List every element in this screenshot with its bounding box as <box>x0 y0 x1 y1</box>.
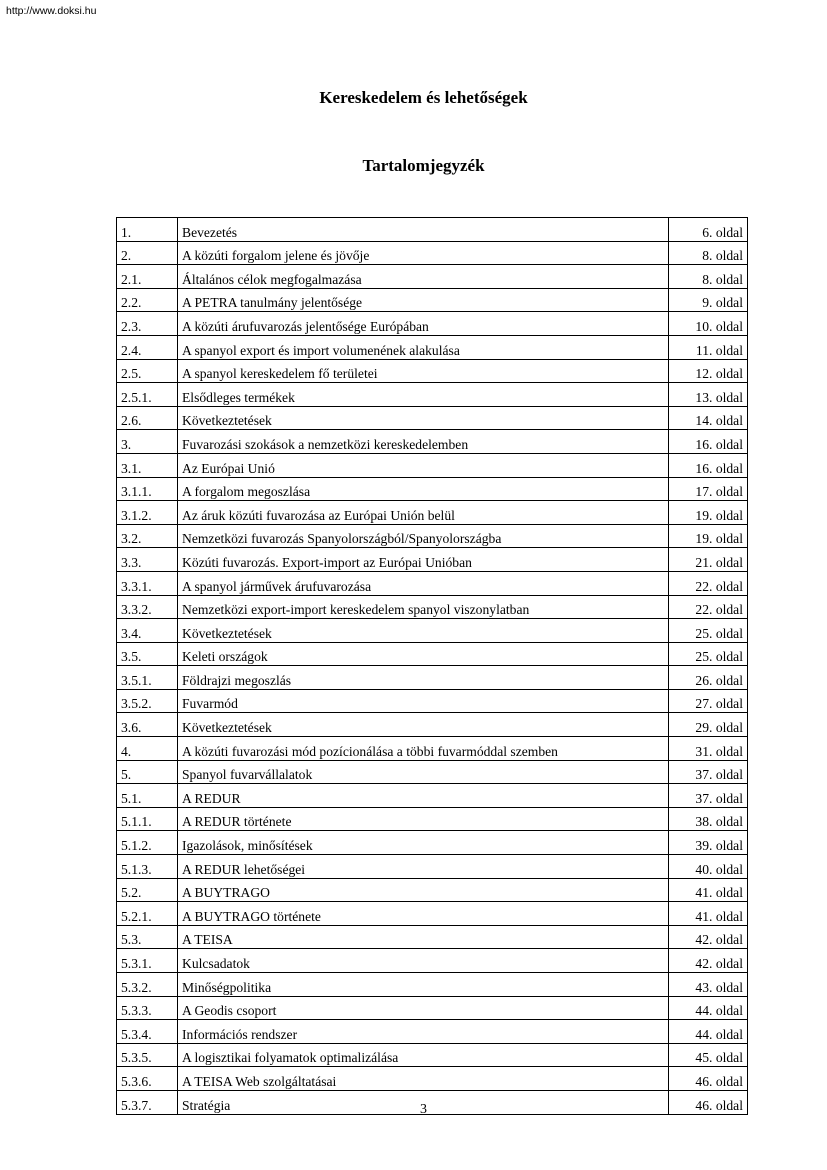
toc-section-title: Stratégia <box>178 1090 669 1114</box>
toc-section-number: 5.3.5. <box>117 1043 178 1067</box>
toc-section-number: 2.2. <box>117 288 178 312</box>
toc-section-number: 5.3. <box>117 925 178 949</box>
toc-section-title: Nemzetközi export-import kereskedelem spanyol viszonylatban <box>178 595 669 619</box>
toc-section-title: Minőségpolitika <box>178 973 669 997</box>
toc-page-ref: 42. oldal <box>669 925 748 949</box>
toc-page-ref: 10. oldal <box>669 312 748 336</box>
toc-section-title: Földrajzi megoszlás <box>178 666 669 690</box>
toc-page-ref: 38. oldal <box>669 807 748 831</box>
toc-heading: Tartalomjegyzék <box>362 156 485 175</box>
toc-section-number: 5.1.1. <box>117 807 178 831</box>
toc-section-title: Kulcsadatok <box>178 949 669 973</box>
table-of-contents <box>116 217 748 1115</box>
toc-page-ref: 8. oldal <box>669 241 748 265</box>
toc-row <box>117 524 748 548</box>
toc-section-number: 3.5.2. <box>117 689 178 713</box>
toc-section-number: 3.3.2. <box>117 595 178 619</box>
source-url: http://www.doksi.hu <box>6 5 97 17</box>
toc-section-title: A BUYTRAGO története <box>178 902 669 926</box>
toc-page-ref: 25. oldal <box>669 619 748 643</box>
toc-section-number: 3.3. <box>117 548 178 572</box>
toc-row <box>117 288 748 312</box>
toc-section-title: Következtetések <box>178 619 669 643</box>
toc-page-ref: 9. oldal <box>669 288 748 312</box>
toc-section-title: A REDUR története <box>178 807 669 831</box>
toc-section-number: 5.2.1. <box>117 902 178 926</box>
toc-section-number: 3.3.1. <box>117 571 178 595</box>
toc-section-title: A REDUR <box>178 784 669 808</box>
toc-page-ref: 45. oldal <box>669 1043 748 1067</box>
toc-row <box>117 571 748 595</box>
toc-page-ref: 14. oldal <box>669 406 748 430</box>
toc-section-number: 3.6. <box>117 713 178 737</box>
toc-row <box>117 501 748 525</box>
toc-section-number: 3.5. <box>117 642 178 666</box>
toc-section-title: A közúti fuvarozási mód pozícionálása a többi fuvarmóddal szemben <box>178 737 669 761</box>
toc-section-number: 3.1.2. <box>117 501 178 525</box>
toc-row <box>117 973 748 997</box>
toc-row <box>117 312 748 336</box>
toc-row <box>117 760 748 784</box>
toc-row <box>117 1067 748 1091</box>
toc-section-number: 5. <box>117 760 178 784</box>
toc-page-ref: 44. oldal <box>669 996 748 1020</box>
document-title: Kereskedelem és lehetőségek <box>319 88 528 107</box>
toc-row <box>117 902 748 926</box>
toc-page-ref: 22. oldal <box>669 595 748 619</box>
toc-section-number: 5.1.3. <box>117 855 178 879</box>
toc-section-title: A BUYTRAGO <box>178 878 669 902</box>
toc-page-ref: 6. oldal <box>669 218 748 242</box>
toc-page-ref: 13. oldal <box>669 383 748 407</box>
toc-page-ref: 21. oldal <box>669 548 748 572</box>
toc-row <box>117 1043 748 1067</box>
toc-section-number: 4. <box>117 737 178 761</box>
toc-section-title: A forgalom megoszlása <box>178 477 669 501</box>
toc-section-title: A PETRA tanulmány jelentősége <box>178 288 669 312</box>
toc-row <box>117 359 748 383</box>
toc-page-ref: 46. oldal <box>669 1090 748 1114</box>
toc-section-title: Bevezetés <box>178 218 669 242</box>
toc-page-ref: 29. oldal <box>669 713 748 737</box>
toc-row <box>117 548 748 572</box>
toc-row <box>117 430 748 454</box>
toc-section-title: Általános célok megfogalmazása <box>178 265 669 289</box>
toc-section-number: 2.1. <box>117 265 178 289</box>
toc-row <box>117 996 748 1020</box>
toc-page-ref: 8. oldal <box>669 265 748 289</box>
toc-page-ref: 12. oldal <box>669 359 748 383</box>
toc-section-title: A közúti forgalom jelene és jövője <box>178 241 669 265</box>
toc-page-ref: 19. oldal <box>669 501 748 525</box>
toc-page-ref: 46. oldal <box>669 1067 748 1091</box>
toc-section-number: 3.4. <box>117 619 178 643</box>
toc-row <box>117 453 748 477</box>
toc-row <box>117 477 748 501</box>
toc-section-title: Keleti országok <box>178 642 669 666</box>
toc-row <box>117 335 748 359</box>
toc-row <box>117 642 748 666</box>
toc-section-number: 2.4. <box>117 335 178 359</box>
toc-page-ref: 37. oldal <box>669 760 748 784</box>
toc-section-number: 5.1. <box>117 784 178 808</box>
toc-page-ref: 26. oldal <box>669 666 748 690</box>
toc-section-title: A TEISA Web szolgáltatásai <box>178 1067 669 1091</box>
toc-row <box>117 713 748 737</box>
toc-row <box>117 689 748 713</box>
toc-section-title: Az Európai Unió <box>178 453 669 477</box>
toc-row <box>117 595 748 619</box>
toc-section-number: 2.3. <box>117 312 178 336</box>
toc-page-ref: 43. oldal <box>669 973 748 997</box>
toc-page-ref: 44. oldal <box>669 1020 748 1044</box>
toc-page-ref: 39. oldal <box>669 831 748 855</box>
toc-section-number: 2. <box>117 241 178 265</box>
toc-section-number: 5.3.4. <box>117 1020 178 1044</box>
page-number: 3 <box>420 1102 427 1117</box>
toc-section-number: 5.2. <box>117 878 178 902</box>
toc-section-title: Nemzetközi fuvarozás Spanyolországból/Spanyolországba <box>178 524 669 548</box>
toc-section-title: Fuvarozási szokások a nemzetközi kereskedelemben <box>178 430 669 454</box>
toc-section-number: 3. <box>117 430 178 454</box>
toc-page-ref: 31. oldal <box>669 737 748 761</box>
toc-section-title: A REDUR lehetőségei <box>178 855 669 879</box>
toc-section-number: 3.1. <box>117 453 178 477</box>
toc-page-ref: 25. oldal <box>669 642 748 666</box>
toc-section-title: Igazolások, minősítések <box>178 831 669 855</box>
toc-section-number: 5.3.6. <box>117 1067 178 1091</box>
toc-row <box>117 855 748 879</box>
toc-section-title: Következtetések <box>178 713 669 737</box>
toc-section-title: A spanyol járművek árufuvarozása <box>178 571 669 595</box>
toc-row <box>117 406 748 430</box>
toc-page-ref: 37. oldal <box>669 784 748 808</box>
toc-page-ref: 41. oldal <box>669 902 748 926</box>
toc-row <box>117 784 748 808</box>
toc-section-number: 3.2. <box>117 524 178 548</box>
toc-row <box>117 737 748 761</box>
toc-section-number: 5.1.2. <box>117 831 178 855</box>
toc-row <box>117 949 748 973</box>
toc-row <box>117 1020 748 1044</box>
toc-page-ref: 40. oldal <box>669 855 748 879</box>
toc-section-title: Az áruk közúti fuvarozása az Európai Unión belül <box>178 501 669 525</box>
toc-section-title: Információs rendszer <box>178 1020 669 1044</box>
toc-row <box>117 241 748 265</box>
toc-page-ref: 22. oldal <box>669 571 748 595</box>
toc-section-title: A TEISA <box>178 925 669 949</box>
toc-section-title: Következtetések <box>178 406 669 430</box>
toc-section-number: 2.5. <box>117 359 178 383</box>
toc-page-ref: 42. oldal <box>669 949 748 973</box>
toc-row <box>117 383 748 407</box>
toc-section-number: 1. <box>117 218 178 242</box>
toc-section-title: A logisztikai folyamatok optimalizálása <box>178 1043 669 1067</box>
toc-section-number: 5.3.1. <box>117 949 178 973</box>
toc-page-ref: 11. oldal <box>669 335 748 359</box>
toc-row <box>117 925 748 949</box>
toc-section-title: A spanyol kereskedelem fő területei <box>178 359 669 383</box>
toc-page-ref: 16. oldal <box>669 430 748 454</box>
toc-row <box>117 265 748 289</box>
toc-row <box>117 807 748 831</box>
toc-section-title: Elsődleges termékek <box>178 383 669 407</box>
toc-section-number: 3.1.1. <box>117 477 178 501</box>
toc-section-number: 5.3.7. <box>117 1090 178 1114</box>
toc-section-title: Fuvarmód <box>178 689 669 713</box>
toc-section-number: 5.3.3. <box>117 996 178 1020</box>
toc-page-ref: 17. oldal <box>669 477 748 501</box>
toc-section-number: 2.5.1. <box>117 383 178 407</box>
toc-page-ref: 19. oldal <box>669 524 748 548</box>
toc-section-number: 5.3.2. <box>117 973 178 997</box>
toc-section-number: 3.5.1. <box>117 666 178 690</box>
toc-page-ref: 16. oldal <box>669 453 748 477</box>
toc-section-number: 2.6. <box>117 406 178 430</box>
toc-row <box>117 831 748 855</box>
toc-page-ref: 27. oldal <box>669 689 748 713</box>
toc-section-title: Közúti fuvarozás. Export-import az Európai Unióban <box>178 548 669 572</box>
toc-section-title: A Geodis csoport <box>178 996 669 1020</box>
toc-row <box>117 666 748 690</box>
toc-row <box>117 878 748 902</box>
toc-section-title: A spanyol export és import volumenének alakulása <box>178 335 669 359</box>
toc-row <box>117 619 748 643</box>
toc-section-title: A közúti árufuvarozás jelentősége Európában <box>178 312 669 336</box>
toc-row <box>117 218 748 242</box>
toc-page-ref: 41. oldal <box>669 878 748 902</box>
toc-section-title: Spanyol fuvarvállalatok <box>178 760 669 784</box>
